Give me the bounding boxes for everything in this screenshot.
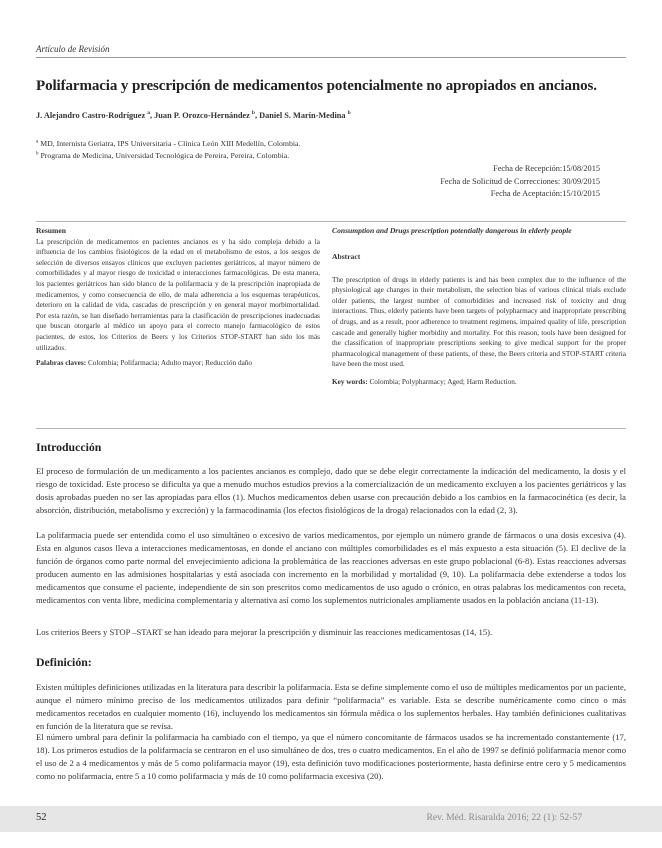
affiliation (36, 139, 300, 148)
author-affiliation-mark: b (251, 110, 255, 116)
abstract-column (332, 226, 626, 388)
resumen-keywords (36, 358, 320, 369)
section-heading-introduccion: Introducción (36, 440, 102, 454)
abstract-english-title: Consumption and Drugs prescription potentially dangerous in elderly people (332, 226, 572, 235)
author-affiliation-mark: a (147, 110, 150, 116)
article-type-label: Artículo de Revisión (36, 44, 110, 54)
abstract-bottom-divider (36, 428, 626, 429)
paragraph: La polifarmacia puede ser entendida como el uso simultáneo o excesivo de varios medicamentos, por ejemplo un número grande de fármacos o una dosis excesiva (4). Esta en algunos casos lleva a interacciones medicamentosas, en donde el anciano con múltiples comorbilidades es el más expuesto a esta situación (5). El declive de la función de órganos como parte normal del envejecimiento adiciona la problemática de las reacciones adversas en este grupo poblacional (6-8). Estas reacciones adversas producen aumento en las admisiones hospitalarias y está asociada con incremento en la morbilidad y mortalidad (9, 10). La polifarmacia debe extenderse a todos los medicamentos que consume el paciente, independiente de sin son prescritos como medicamentos de uso agudo o crónico, en otras palabras los medicamentos con receta, medicamentos con venta libre, medicina complementaria y alternativa así como los suplementos nutricionales ampliamente usados en la población anciana (11-13). (36, 530, 626, 605)
author-list: J. Alejandro Castro-Rodríguez $^a$, Juan P. Orozco-Hernández $^b$, Daniel S. Marín-Medina $^b$ (36, 110, 351, 120)
keywords-text: Colombia; Polifarmacia; Adulto mayor; Reducción daño (87, 359, 253, 368)
author-name: J. Alejandro Castro-Rodríguez (36, 110, 146, 120)
resumen-text: La prescripción de medicamentos en pacientes ancianos es y ha sido compleja debido a la influencia de los cambios fisiológicos de la edad en el metabolismo de estos, a los sesgos de selección de diversos ensayos clínicos que excluyen pacientes geriátricos, al mayor número de comorbilidades y al mayor riesgo de toxicidad e interacciones farmacológicas. De esta manera, los pacientes geriátricos han sido blanco de la polifarmacia y de la prescripción inapropiada de medicamentos, y como consecuencia de ello, de mala adherencia a los esquemas terapéuticos, deterioro en la calidad de vida, cascadas de prescripción y en general mayor morbimortalidad. Por esta razón, se han diseñado herramientas para la clasificación de prescripciones inadecuadas que buscan otorgarle al médico un apoyo para el correcto manejo farmacológico de estos pacientes, de estos, los Criterios de Beers y los Criterios STOP-START han sido los más utilizados. (36, 237, 320, 352)
date-received: Fecha de Recepción:15/08/2015 (493, 164, 600, 173)
paragraph: Los criterios Beers y STOP –START se han ideado para mejorar la prescripción y disminuir las reacciones medicamentosas (14, 15). (36, 627, 493, 637)
abstract-heading: Abstract (332, 252, 361, 261)
article-dates (440, 163, 600, 201)
paragraph: El número umbral para definir la polifarmacia ha cambiado con el tiempo, ya que el número concomitante de fármacos usados se ha incrementado constantemente (17, 18). Los primeros estudios de la polifarmacia se centraron en el uso simultáneo de dos, tres o cuatro medicamentos. En el año de 1997 se definió polifarmacia menor como el uso de 2 a 4 medicamentos y más de 5 como polifarmacia mayor (19), esta definición tuvo modificaciones posteriormente, hasta definirse entre cero y 5 medicamentos como no polifarmacia, entre 5 a 10 como polifarmacia y más de 10 como polifarmacia excesiva (20). (36, 732, 626, 781)
keywords-label: Palabras claves: (36, 359, 87, 368)
author-name: Juan P. Orozco-Hernández (154, 110, 250, 120)
paragraph: Existen múltiples definiciones utilizadas en la literatura para describir la polifarmacia. Esta se define simplemente como el uso de múltiples medicamentos por un paciente, aunque el número mínimo preciso de los medicamentos utilizados para definir “polifarmacia” es variable. Esta se describe numéricamente como cinco o más medicamentos recetados en cualquier momento (16), incluyendo los medicamentos sin fórmula médica o los suplementos herbales. Hay también definiciones cualitativas en función de la literatura que se revisa. (36, 682, 626, 731)
affiliation-mark: a (36, 139, 39, 145)
resumen-column (36, 226, 320, 369)
resumen-heading: Resumen (36, 226, 66, 235)
affiliation-text: Programa de Medicina, Universidad Tecnológica de Pereira, Pereira, Colombia. (40, 151, 290, 160)
paragraph: El proceso de formulación de un medicamento a los pacientes ancianos es complejo, dado que se debe elegir correctamente la indicación del medicamento, la dosis y el riesgo de toxicidad. Este proceso se dificulta ya que a menudo muchos estudios previos a la comercialización de un medicamento excluyen a los pacientes geriátricos y las dosis aprobadas pueden no ser las apropiadas para ellos (1). Muchos medicamentos deben usarse con precaución debido a los cambios en la farmacocinética (es decir, la absorción, distribución, metabolismo y excreción) y la farmacodinamia (los efectos fisiológicos de la droga) relacionados con la edad (2, 3). (36, 466, 626, 515)
header-divider (36, 57, 626, 58)
section-heading-definicion: Definición: (36, 655, 92, 669)
keywords-text: Colombia; Polypharmacy; Aged; Harm Reduction. (369, 377, 517, 386)
date-accepted: Fecha de Aceptación:15/10/2015 (490, 189, 600, 199)
date-corrections: Fecha de Solicitud de Correcciones: 30/09/2015 (440, 176, 600, 186)
article-title: Polifarmacia y prescripción de medicamentos potencialmente no apropiados en ancianos. (36, 78, 597, 94)
abstract-keywords (332, 377, 626, 388)
affiliation-mark: b (36, 151, 39, 157)
keywords-label: Key words: (332, 377, 368, 386)
affiliation (36, 151, 289, 160)
abstract-text: The prescription of drugs in elderly patients is and has been complex due to the influence of the physiological age changes in their metabolism, the selection bias of various clinical trials exclude older patients, the largest number of comorbidities and increased risk of toxicity and drug interactions. Thus, elderly patients have been targets of polypharmacy and inappropriate prescribing of drugs, and as a result, poor adherence to treatment regimens, impaired quality of life, prescription cascade and generally higher morbidity and mortality. For this reason, tools have been designed for the classification of inappropriate prescriptions seeking to give medical support for the proper pharmacological management of these patients, of these, the Beers criteria and STOP-START criteria have been the most used. (332, 275, 626, 369)
journal-citation: Rev. Méd. Risaralda 2016; 22 (1): 52-57 (426, 812, 582, 823)
page-number: 52 (36, 812, 47, 823)
affiliation-text: MD, Internista Geriatra, IPS Universitaria - Clínica León XIII Medellín, Colombia. (40, 139, 301, 148)
abstract-top-divider (36, 221, 626, 222)
author-affiliation-mark: b (347, 110, 351, 116)
author-name: Daniel S. Marín-Medina (259, 110, 346, 120)
